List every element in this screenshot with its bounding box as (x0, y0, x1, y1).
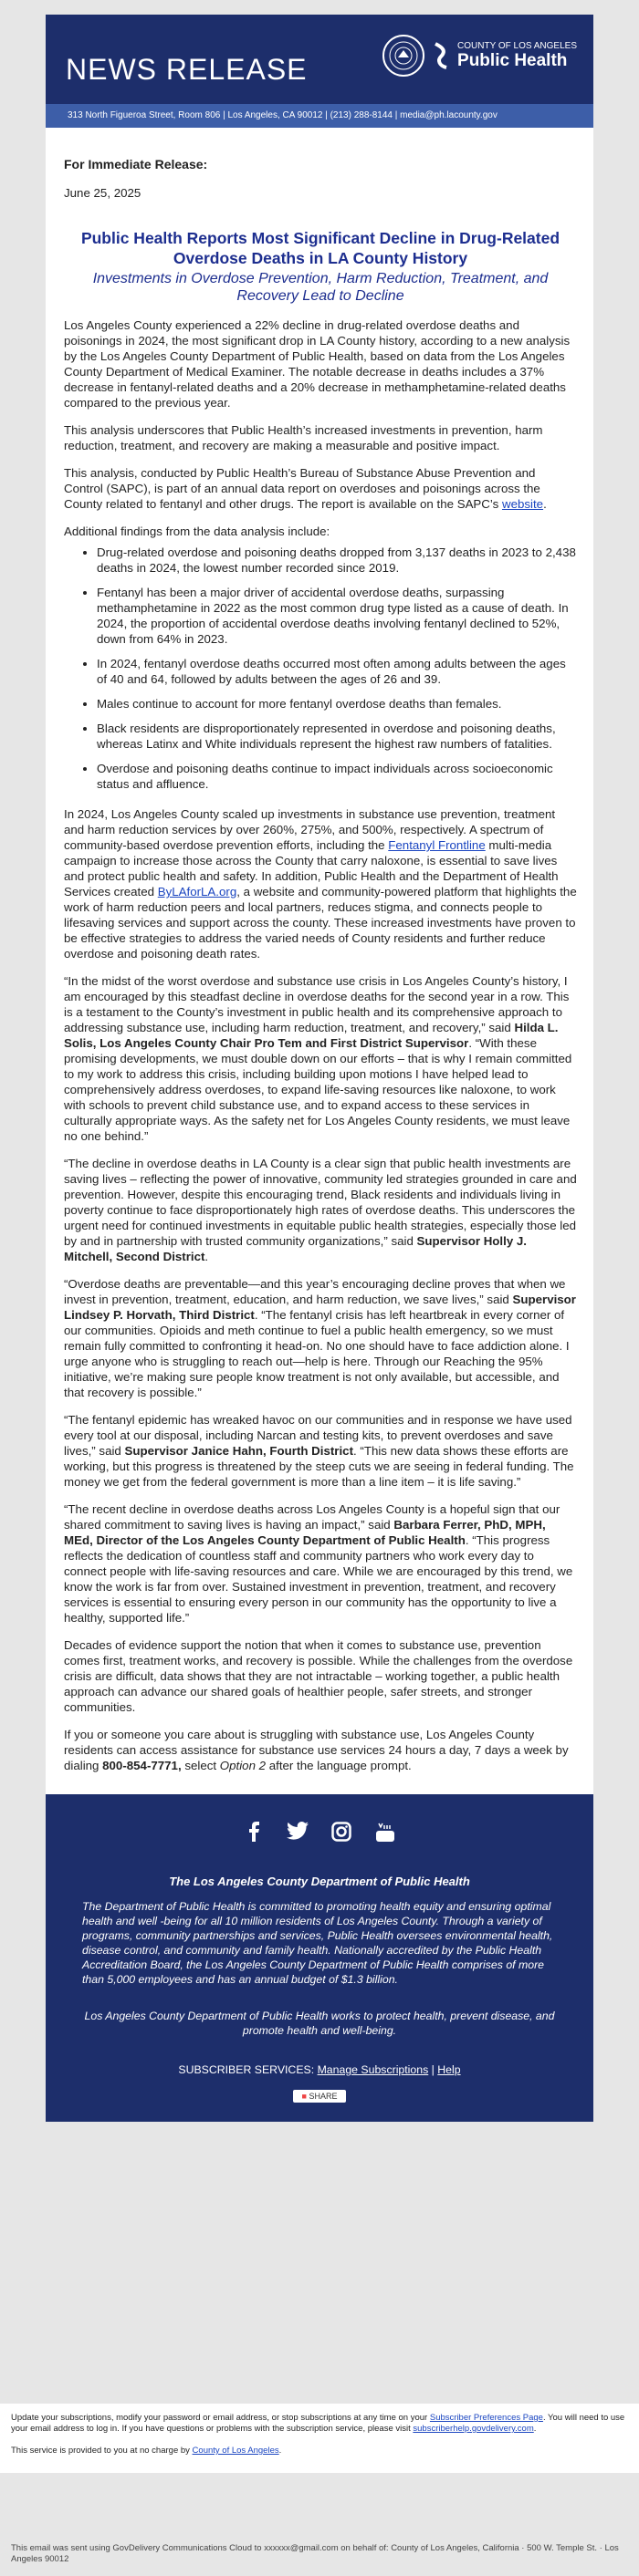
bylaforla-link[interactable]: ByLAforLA.org (157, 885, 237, 898)
public-health-logo-icon (432, 42, 452, 69)
instagram-icon[interactable] (330, 1822, 353, 1849)
fentanyl-frontline-link[interactable]: Fentanyl Frontline (388, 838, 486, 852)
news-release-title: NEWS RELEASE (66, 53, 308, 86)
quote-paragraph: “Overdose deaths are preventable—and this year’s encouraging decline proves that when we invest in prevention, treatment, education, and harm reduction, we save lives,” said Supervisor Lindsey P. Horvath, Third District. “The fentanyl crisis has left heartbreak in every corner of our communities. Opioids and meth continue to fuel a public health emergency, so we must remain fully committed to confronting it head-on. No one should have to face addiction alone. I urge anyone who is struggling to reach out—help is here. Through our Reaching the 95% initiative, we’re making sure people know treatment is not only available, but accessible, and that recovery is possible.” (64, 1277, 576, 1399)
headline: Public Health Reports Most Significant Decline in Drug-Related Overdose Deaths in LA County History (80, 229, 560, 267)
release-date: June 25, 2025 (64, 186, 141, 200)
email-body (46, 15, 593, 2122)
share-icon: ■ (301, 2092, 309, 2101)
paragraph: This analysis underscores that Public Health’s increased investments in prevention, harm reduction, treatment, and recovery are making a measurable and positive impact. (64, 423, 543, 452)
paragraph: Additional findings from the data analysis include: (64, 525, 330, 538)
news-release-header (46, 15, 593, 128)
subscriber-preferences-link[interactable]: Subscriber Preferences Page (429, 2413, 543, 2423)
list-item: • Drug-related overdose and poisoning deaths dropped from 3,137 deaths in 2023 to 2,438 deaths in 2024, the lowest number recorded since 2019. (97, 545, 577, 576)
subheadline: Investments in Overdose Prevention, Harm Reduction, Treatment, and Recovery Lead to Decline (92, 271, 549, 304)
footer-description: The Department of Public Health is committed to promoting health equity and ensuring optimal health and well -being for all 10 million residents of Los Angeles County. Through a variety of programs, community partnerships and services, Public Health oversees environmental health, disease control, and community and family health. Nationally accredited by the Public Health Accreditation Board, the Los Angeles County Department of Public Health comprises of more than 5,000 employees and has an annual budget of $1.3 billion. (82, 1900, 553, 1986)
public-health-logo (432, 41, 577, 71)
county-label: COUNTY OF LOS ANGELES (457, 40, 577, 51)
share-button[interactable]: ■ SHARE (293, 2090, 347, 2103)
help-paragraph: If you or someone you care about is struggling with substance use, Los Angeles County residents can access assistance for substance use services 24 hours a day, 7 days a week by dialing 800-854-7771, select Option 2 after the language prompt. (64, 1728, 569, 1772)
findings-list (64, 545, 577, 792)
social-links (82, 1822, 557, 1849)
twitter-icon[interactable] (286, 1822, 309, 1849)
list-item: • Males continue to account for more fentanyl overdose deaths than females. (97, 696, 577, 712)
quote-paragraph: “The decline in overdose deaths in LA County is a clear sign that public health investments are saving lives – reflecting the power of innovative, community led strategies grounded in care and prevention. However, despite this encouraging trend, Black residents and individuals living in poverty continue to face disproportionately high rates of overdose deaths. This underscores the urgent need for continued investments in equitable public health strategies, especially those led by and in partnership with trusted community organizations,” said Supervisor Holly J. Mitchell, Second District. (64, 1157, 577, 1263)
release-content (46, 128, 593, 1794)
list-item: • Fentanyl has been a major driver of accidental overdose deaths, surpassing methamphetamine in 2022 as the most common drug type listed as a cause of death. In 2024, the proportion of accidental overdose deaths involving fentanyl declined to 52%, down from 64% in 2023. (97, 585, 577, 647)
helpline-number: 800-854-7771, (102, 1759, 182, 1772)
immediate-release-label: For Immediate Release: (64, 157, 208, 171)
youtube-icon[interactable] (373, 1822, 397, 1849)
provided-by-text: This service is provided to you at no charge by County of Los Angeles. (11, 2446, 282, 2456)
header-logos (382, 35, 577, 77)
sapc-website-link[interactable]: website (501, 497, 544, 511)
list-item: • Black residents are disproportionately represented in overdose and poisoning deaths, whereas Latinx and White individuals represent the highest raw numbers of fatalities. (97, 721, 577, 752)
sent-by-footer: This email was sent using GovDelivery Communications Cloud to xxxxxx@gmail.com on behalf of: County of Los Angeles, California · 500 W. Temple St. · Los Angeles 90012 (11, 2543, 619, 2564)
footer-tagline: Los Angeles County Department of Public Health works to protect health, prevent disease, and promote health and well-being. (84, 2010, 555, 2037)
quote-paragraph: “The recent decline in overdose deaths across Los Angeles County is a hopeful sign that our shared commitment to saving lives is having an impact,” said Barbara Ferrer, PhD, MPH, MEd, Director of the Los Angeles County Department of Public Health. “This progress reflects the dedication of countless staff and community partners who work every day to connect people with life-saving resources and care. While we are encouraged by this trend, we know the work is far from over. Sustained investment in prevention, treatment, and recovery services is essential to ensuring every person in our community has the opportunity to live a healthy, supported life.” (64, 1502, 573, 1625)
paragraph: Decades of evidence support the notion that when it comes to substance use, prevention comes first, treatment works, and recovery is possible. While the challenges from the overdose crisis are difficult, data shows that they are not intractable – working together, a public health approach can advance our shared goals of healthier people, safer streets, and stronger communities. (64, 1638, 573, 1714)
quote-paragraph: “The fentanyl epidemic has wreaked havoc on our communities and in response we have used every tool at our disposal, including Narcan and testing kits, to prevent overdoses and save lives,” said Supervisor Janice Hahn, Fourth District. “This new data shows these efforts are working, but this progress is threatened by the steep cuts we are seeing in federal funding. The money we get from the federal government is more than a line item – it is life saving.” (64, 1413, 574, 1489)
quote-paragraph: “In the midst of the worst overdose and substance use crisis in Los Angeles County’s history, I am encouraged by this steadfast decline in overdose deaths for the second year in a row. This is a testament to the County’s investment in public health and its comprehensive approach to addressing substance use, including harm reduction, treatment, and recovery,” said Hilda L. Solis, Los Angeles County Chair Pro Tem and First District Supervisor. “With these promising developments, we must double down on our efforts – that is why I remain committed to my work to address this crisis, including building upon motions I have helped lead to comprehensively address overdoses, to expand life-saving resources like naloxone, to work with schools to prevent child substance use, and to expand access to these services in culturally appropriate ways. As the safety net for Los Angeles County residents, we must leave no one behind.” (64, 974, 572, 1143)
paragraph: Los Angeles County experienced a 22% decline in drug-related overdose deaths and poisonings in 2024, the most significant drop in LA County history, according to a new analysis by the Los Angeles County Department of Public Health, based on data from the Los Angeles County Department of Medical Examiner. The notable decrease in deaths includes a 37% decrease in fentanyl-related deaths and a 20% decrease in methamphetamine-related deaths compared to the previous year. (64, 318, 571, 410)
dept-label: Public Health (457, 50, 568, 70)
paragraph: In 2024, Los Angeles County scaled up investments in substance use prevention, treatment and harm reduction services by over 260%, 275%, and 500%, respectively. A spectrum of community-based overdose prevention efforts, including the Fentanyl Frontline multi-media campaign to increase those across the County that carry naloxone, is essential to save lives and protect public health and safety. In addition, Public Health and the Department of Health Services created ByLAforLA.org, a website and community-powered platform that highlights the work of harm reduction peers and local partners, reduces stigma, and connects people to lifesaving services and support across the county. These increased investments have proven to be effective strategies to address the varied needs of County residents and further reduce overdose and poisoning death rates. (64, 807, 577, 961)
paragraph: This analysis, conducted by Public Health’s Bureau of Substance Abuse Prevention and Control (SAPC), is part of an annual data report on overdoses and poisonings across the County related to fentanyl and other drugs. The report is available on the SAPC’s website. (64, 466, 547, 511)
header-address: 313 North Figueroa Street, Room 806 | Los Angeles, CA 90012 | (213) 288-8144 | media@ph.lacounty.gov (46, 104, 593, 128)
list-item: • Overdose and poisoning deaths continue to impact individuals across socioeconomic status and affluence. (97, 761, 577, 792)
subscription-preferences (0, 2404, 639, 2473)
footer-title: The Los Angeles County Department of Public Health (169, 1875, 470, 1888)
help-link[interactable]: Help (437, 2063, 461, 2076)
manage-subscriptions-link[interactable]: Manage Subscriptions (317, 2063, 429, 2076)
facebook-icon[interactable] (242, 1822, 266, 1849)
county-link[interactable]: County of Los Angeles (192, 2446, 279, 2456)
subscriber-services: SUBSCRIBER SERVICES: Manage Subscriptions | Help (178, 2063, 461, 2076)
preferences-text: Update your subscriptions, modify your password or email address, or stop subscriptions at any time on your Subscriber Preferences Page. You will need to use your email address to log in. If you have questions or problems with the subscription service, please visit subscriberhelp.govdelivery.com. (11, 2413, 625, 2434)
county-seal-icon (382, 35, 424, 77)
list-item: • In 2024, fentanyl overdose deaths occurred most often among adults between the ages of 40 and 64, followed by adults between the ages of 26 and 39. (97, 656, 577, 687)
footer (46, 1794, 593, 2122)
subscriber-help-link[interactable]: subscriberhelp.govdelivery.com (413, 2424, 534, 2434)
